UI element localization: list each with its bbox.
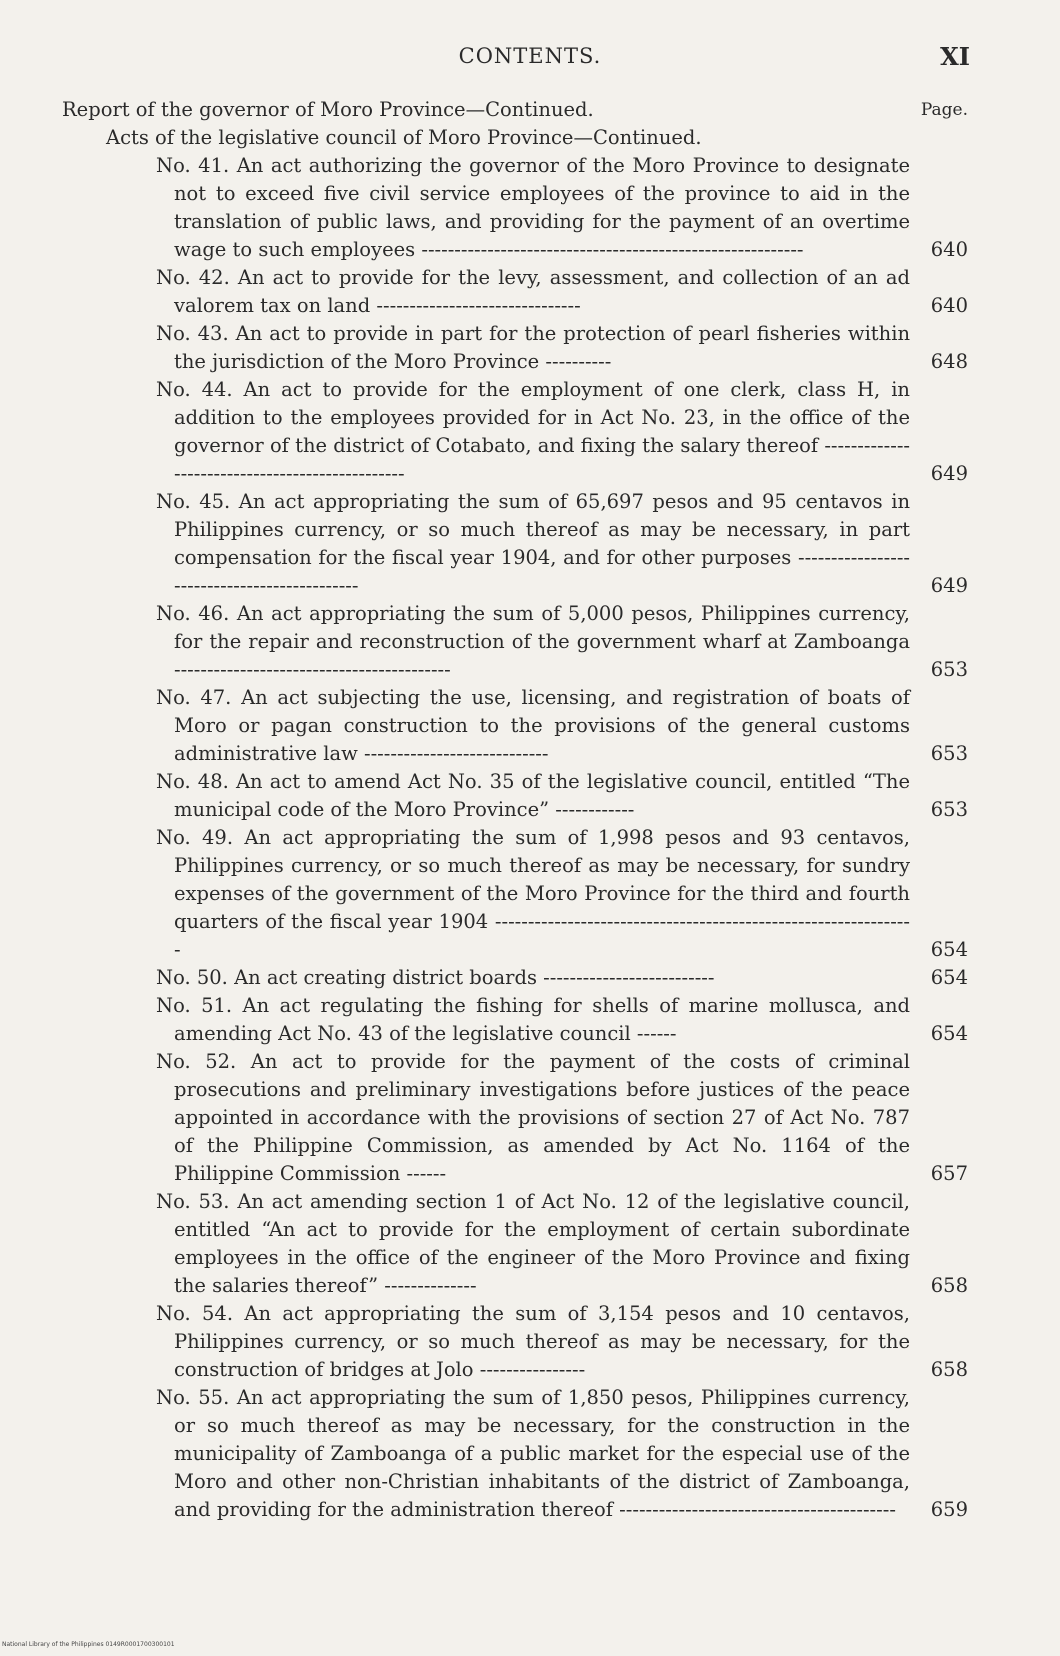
entry-text: No. 50. An act creating district boards -------------------------- bbox=[156, 966, 715, 989]
contents-entry bbox=[156, 992, 968, 1048]
contents-entry bbox=[156, 824, 968, 964]
entry-text: No. 52. An act to provide for the payment of the costs of criminal prosecutions and preliminary investigations before justices of the peace appointed in accordance with the provisions of section 27 of Act No. 787 of the Philippine Commission, as amended by Act No. 1164 of the Philippine Commission ------ bbox=[156, 1050, 910, 1185]
entry-text: No. 48. An act to amend Act No. 35 of the legislative council, entitled “The municipal code of the Moro Province” ------------ bbox=[156, 770, 910, 821]
entry-page-number: 659 bbox=[930, 1498, 968, 1521]
entry-text: No. 55. An act appropriating the sum of 1,850 pesos, Philippines currency, or so much thereof as may be necessary, for the construction in the municipality of Zamboanga of a public market for the especial use of the Moro and other non-Christian inhabitants of the district of Zamboanga, and providing for the administration thereof ------------------------------------------ bbox=[156, 1386, 910, 1521]
report-heading: Report of the governor of Moro Province—Continued. bbox=[62, 98, 594, 121]
entry-page-number: 640 bbox=[930, 238, 968, 261]
page-title: CONTENTS. bbox=[458, 44, 602, 68]
entry-page-number: 640 bbox=[930, 294, 968, 317]
entry-text: No. 42. An act to provide for the levy, assessment, and collection of an ad valorem tax on land ------------------------------- bbox=[156, 266, 910, 317]
contents-entry bbox=[156, 1384, 968, 1524]
contents-entry bbox=[156, 264, 968, 320]
entry-text: No. 43. An act to provide in part for the protection of pearl fisheries within the jurisdiction of the Moro Province ---------- bbox=[156, 322, 910, 373]
contents-entry bbox=[156, 964, 968, 992]
entry-page-number: 649 bbox=[930, 574, 968, 597]
contents-entry bbox=[156, 684, 968, 768]
entry-page-number: 654 bbox=[930, 966, 968, 989]
entry-text: No. 54. An act appropriating the sum of 3,154 pesos and 10 centavos, Philippines currency, or so much thereof as may be necessary, for the construction of bridges at Jolo ---------------- bbox=[156, 1302, 910, 1381]
entry-text: No. 49. An act appropriating the sum of 1,998 pesos and 93 centavos, Philippines currency, or so much thereof as may be necessary, for sundry expenses of the government of the Moro Province for the third and fourth quarters of the fiscal year 1904 ---------------------------------------------------------------- bbox=[156, 826, 910, 961]
contents-entry bbox=[156, 768, 968, 824]
contents-entry bbox=[156, 1300, 968, 1384]
entry-text: No. 44. An act to provide for the employment of one clerk, class H, in addition to the employees provided for in Act No. 23, in the office of the governor of the district of Cotabato, and fixing the salary thereof ------------------------------------------------ bbox=[156, 378, 910, 485]
entry-page-number: 658 bbox=[930, 1358, 968, 1381]
entry-text: No. 45. An act appropriating the sum of 65,697 pesos and 95 centavos in Philippines currency, or so much thereof as may be necessary, in part compensation for the fiscal year 1904, and for other purposes --------------------------------------------- bbox=[156, 490, 910, 597]
entry-page-number: 654 bbox=[930, 1022, 968, 1045]
scan-credit: National Library of the Philippines 0149R0001700300101 bbox=[2, 1641, 175, 1648]
contents-entry bbox=[156, 1188, 968, 1300]
entry-text: No. 41. An act authorizing the governor of the Moro Province to designate not to exceed five civil service employees of the province to aid in the translation of public laws, and providing for the payment of an overtime wage to such employees ---------------------------------------------------------- bbox=[156, 154, 910, 261]
acts-subheading: Acts of the legislative council of Moro Province—Continued. bbox=[106, 126, 702, 149]
contents-entry bbox=[156, 320, 968, 376]
contents-list bbox=[156, 152, 968, 1524]
page-number: XI bbox=[940, 42, 970, 71]
entry-text: No. 53. An act amending section 1 of Act No. 12 of the legislative council, entitled “An act to provide for the employment of certain subordinate employees in the office of the engineer of the Moro Province and fixing the salaries thereof” -------------- bbox=[156, 1190, 910, 1297]
page-header bbox=[0, 44, 1060, 84]
contents-entry bbox=[156, 488, 968, 600]
entry-text: No. 47. An act subjecting the use, licensing, and registration of boats of Moro or pagan construction to the provisions of the general customs administrative law ---------------------------- bbox=[156, 686, 910, 765]
entry-page-number: 653 bbox=[930, 798, 968, 821]
contents-entry bbox=[156, 376, 968, 488]
entry-page-number: 658 bbox=[930, 1274, 968, 1297]
entry-page-number: 657 bbox=[930, 1162, 968, 1185]
entry-page-number: 653 bbox=[930, 658, 968, 681]
entry-text: No. 51. An act regulating the fishing for shells of marine mollusca, and amending Act No. 43 of the legislative council ------ bbox=[156, 994, 910, 1045]
entry-page-number: 654 bbox=[930, 938, 968, 961]
contents-entry bbox=[156, 152, 968, 264]
contents-entry bbox=[156, 600, 968, 684]
contents-entry bbox=[156, 1048, 968, 1188]
entry-text: No. 46. An act appropriating the sum of 5,000 pesos, Philippines currency, for the repair and reconstruction of the government wharf at Zamboanga ------------------------------------------ bbox=[156, 602, 910, 681]
page-column-label: Page. bbox=[920, 100, 968, 120]
entry-page-number: 649 bbox=[930, 462, 968, 485]
entry-page-number: 653 bbox=[930, 742, 968, 765]
entry-page-number: 648 bbox=[930, 350, 968, 373]
